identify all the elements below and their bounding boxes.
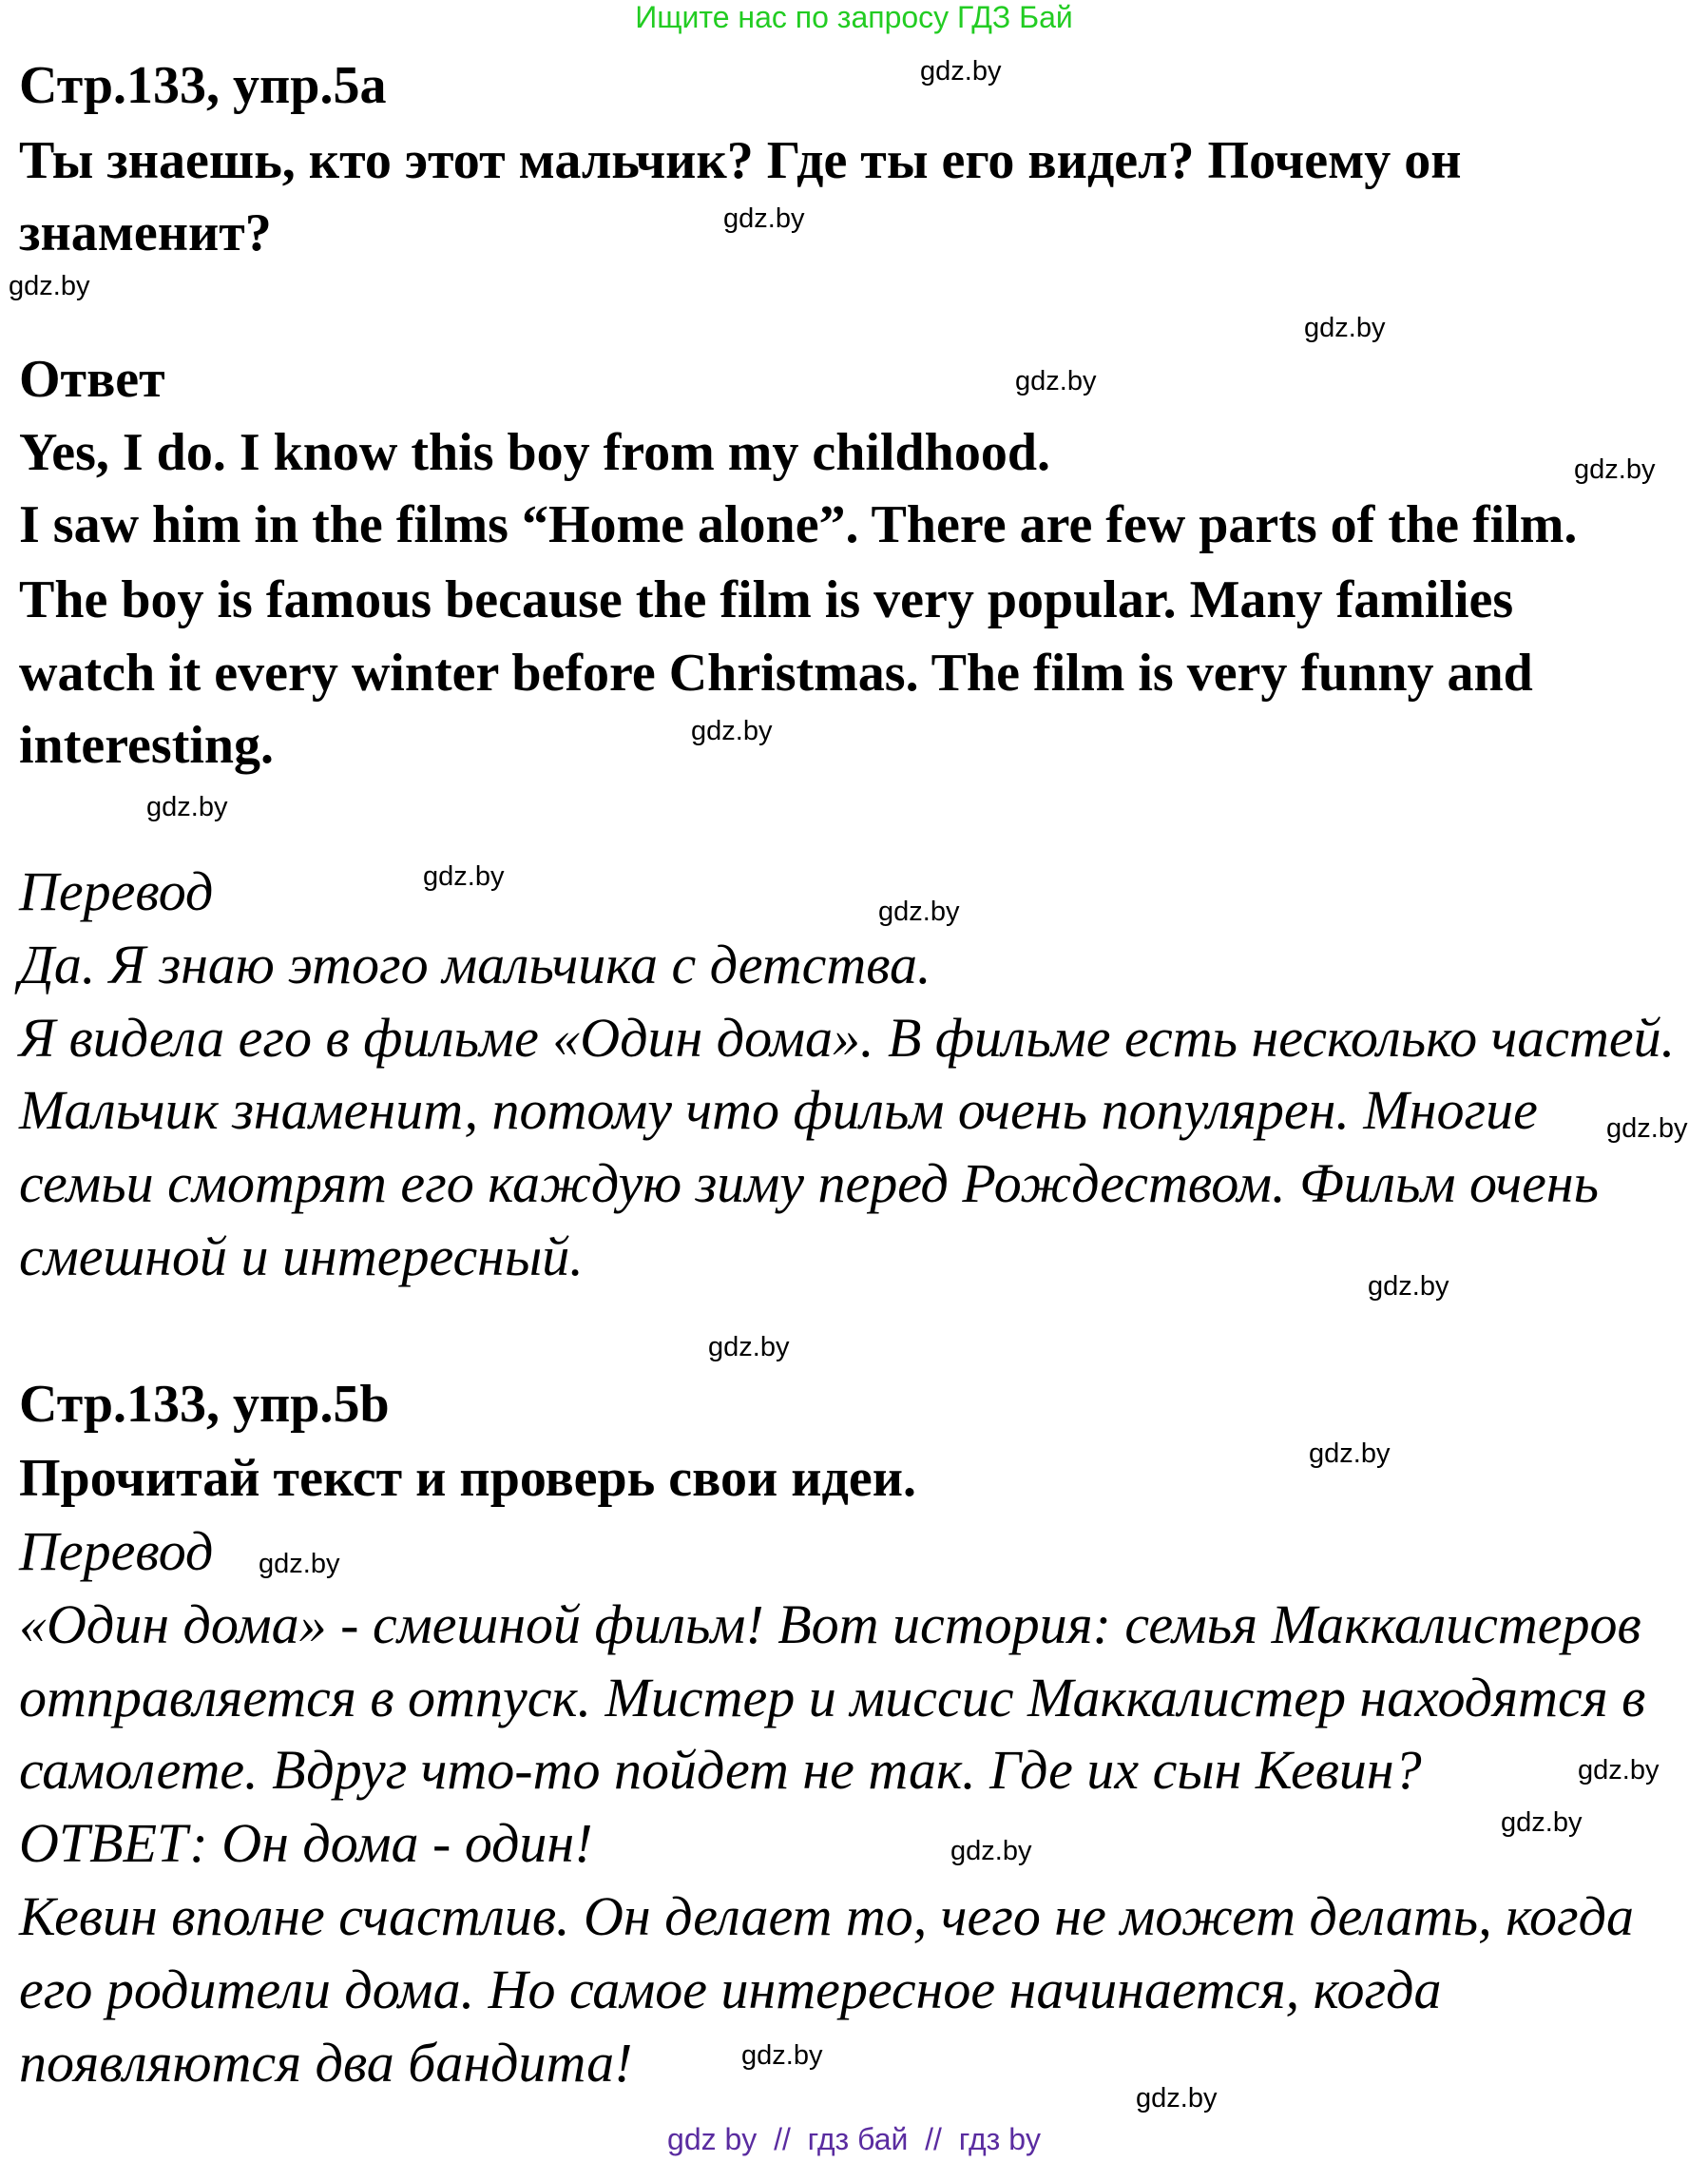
watermark: gdz.by [741, 2040, 823, 2071]
translation-line: ОТВЕТ: Он дома - один! [19, 1812, 593, 1874]
question-line: Прочитай текст и проверь свои идеи. [19, 1449, 916, 1508]
watermark: gdz.by [1368, 1271, 1449, 1302]
watermark: gdz.by [9, 271, 90, 301]
translation-line: Да. Я знаю этого мальчика с детства. [19, 934, 931, 995]
translation-line: самолете. Вдруг что-то пойдет не так. Где их сын Кевин? [19, 1739, 1422, 1801]
footer-links[interactable]: gdz by // гдз бай // гдз by [667, 2122, 1041, 2156]
translation-label: Перевод [19, 860, 214, 922]
watermark: gdz.by [423, 861, 505, 892]
translation-line: семьи смотрят его каждую зиму перед Рождеством. Фильм очень [19, 1152, 1600, 1214]
watermark: gdz.by [146, 792, 228, 822]
watermark: gdz.by [1309, 1438, 1391, 1469]
translation-line: «Один дома» - смешной фильм! Вот история: семья Маккалистеров [19, 1593, 1641, 1655]
translation-line: смешной и интересный. [19, 1226, 584, 1287]
translation-line: появляются два бандита! [19, 2032, 633, 2094]
answer-label: Ответ [19, 350, 165, 409]
watermark: gdz.by [708, 1332, 790, 1362]
watermark: gdz.by [691, 716, 773, 746]
answer-line: interesting. [19, 716, 275, 775]
question-line: знаменит? [19, 203, 272, 262]
watermark: gdz.by [1501, 1807, 1583, 1838]
watermark: gdz.by [723, 203, 805, 234]
search-banner: Ищите нас по запросу ГДЗ Бай [635, 0, 1073, 34]
watermark: gdz.by [920, 56, 1002, 87]
translation-label: Перевод [19, 1520, 214, 1582]
answer-line: The boy is famous because the film is very popular. Many families [19, 570, 1514, 629]
translation-line: его родители дома. Но самое интересное начинается, когда [19, 1959, 1442, 2020]
answer-line: watch it every winter before Christmas. The film is very funny and [19, 644, 1533, 703]
watermark: gdz.by [1574, 454, 1656, 485]
watermark: gdz.by [1304, 313, 1386, 343]
watermark: gdz.by [1578, 1755, 1660, 1786]
watermark: gdz.by [1606, 1113, 1688, 1144]
translation-line: Я видела его в фильме «Один дома». В фильме есть несколько частей. [19, 1007, 1676, 1069]
question-line: Ты знаешь, кто этот мальчик? Где ты его видел? Почему он [19, 131, 1462, 190]
exercise-5b-title: Стр.133, упр.5b [19, 1375, 390, 1434]
watermark: gdz.by [878, 897, 960, 927]
watermark: gdz.by [1136, 2083, 1218, 2114]
answer-line: Yes, I do. I know this boy from my childhood. [19, 423, 1050, 482]
answer-line: I saw him in the films “Home alone”. There are few parts of the film. [19, 495, 1578, 554]
translation-line: Мальчик знаменит, потому что фильм очень популярен. Многие [19, 1079, 1538, 1141]
watermark: gdz.by [1015, 366, 1097, 396]
translation-line: Кевин вполне счастлив. Он делает то, чего не может делать, когда [19, 1885, 1634, 1947]
translation-line: отправляется в отпуск. Мистер и миссис Маккалистер находятся в [19, 1667, 1646, 1728]
exercise-5a-title: Стр.133, упр.5a [19, 56, 387, 115]
watermark: gdz.by [259, 1549, 340, 1579]
watermark: gdz.by [950, 1836, 1032, 1866]
